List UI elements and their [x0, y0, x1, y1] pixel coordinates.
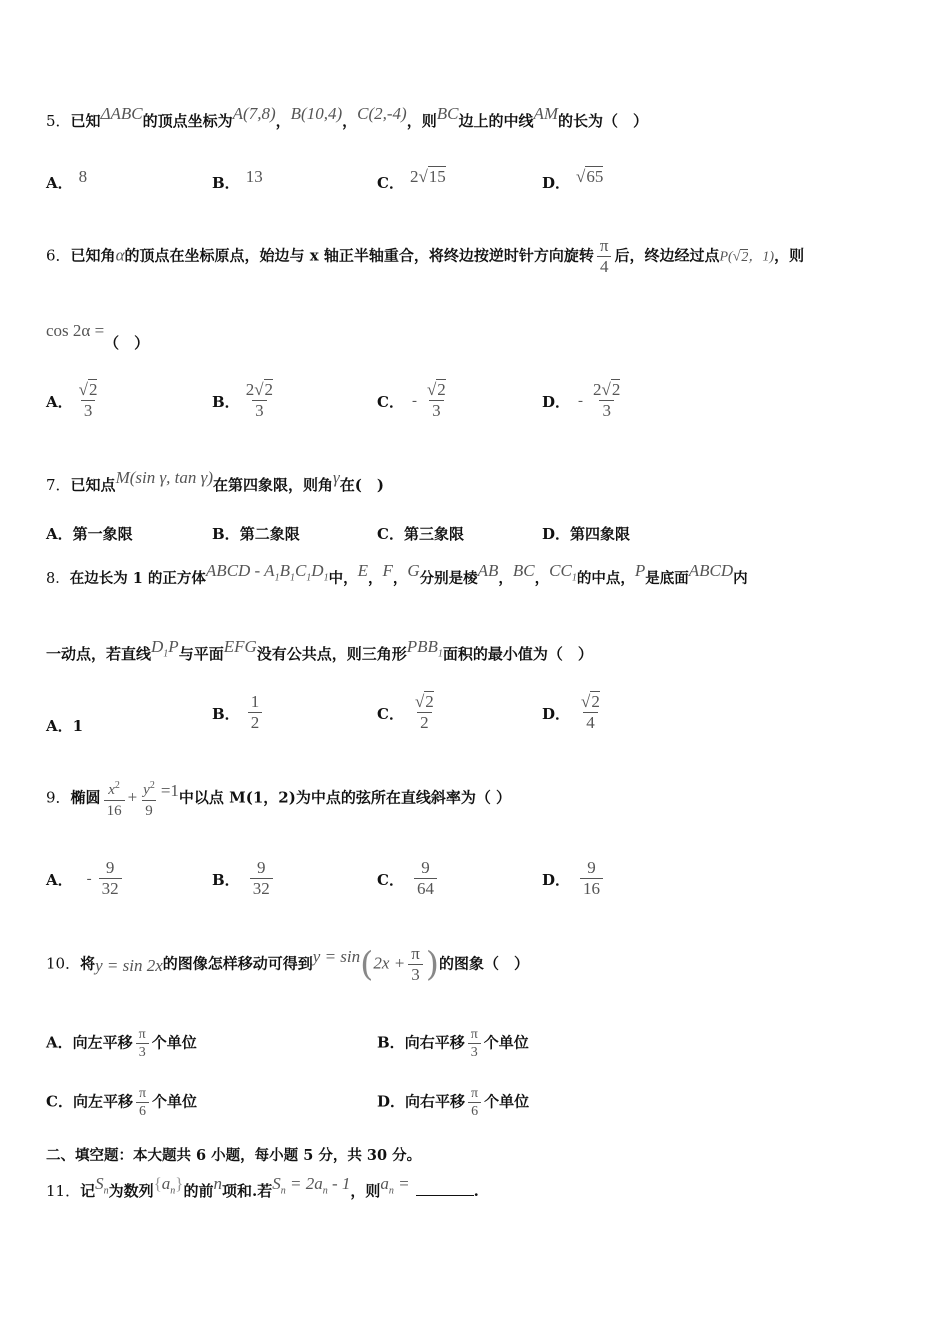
subscript: 1 — [571, 572, 577, 584]
option-value: 第一象限 — [72, 525, 133, 543]
subscript: n — [322, 1185, 328, 1197]
subscript: n — [280, 1185, 286, 1197]
math-point: P — [634, 561, 646, 580]
option-label: C． — [377, 392, 404, 411]
fraction-numerator: 1 — [250, 692, 260, 711]
fraction-denominator: 16 — [104, 800, 125, 821]
option-d[interactable]: D． - $\frac{2√2}{3}$ — [542, 380, 621, 420]
option-label: C． — [377, 174, 404, 192]
question-text: 为数列 — [108, 1182, 154, 1200]
math-vertex: D — [311, 561, 324, 580]
math-point-a: A(7,8) — [232, 104, 276, 123]
option-a[interactable]: A． $\frac{√2}{3}$ — [46, 380, 98, 420]
question-text: 在( ) — [339, 476, 384, 494]
option-label: A． — [46, 717, 73, 735]
question-text: 分别是棱 — [419, 570, 478, 587]
option-b[interactable] — [212, 523, 300, 544]
fraction-denominator: 3 — [252, 400, 267, 421]
punctuation: ， — [392, 570, 408, 587]
option-value: 13 — [245, 167, 263, 186]
option-d[interactable] — [542, 858, 606, 899]
math-cube — [205, 561, 329, 584]
subscript: n — [170, 1185, 176, 1197]
option-c[interactable] — [377, 523, 464, 544]
option-a[interactable] — [46, 715, 83, 736]
math-edge: AB — [477, 561, 499, 580]
math-triangle: PBB — [406, 637, 438, 656]
math-point-c: C(2,-4) — [357, 104, 407, 123]
radicand: 2 — [591, 692, 600, 711]
question-number: 9． — [46, 788, 71, 807]
radicand: 2 — [437, 380, 446, 399]
question-text: 中， — [328, 570, 358, 587]
option-text: 向左平移 — [72, 1092, 133, 1111]
math-expression: cos 2α = — [46, 321, 105, 340]
math-operator: = — [398, 1174, 410, 1193]
question-text: 的顶点在坐标原点，始边与 x 轴正半轴重合，将终边按逆时针方向旋转 — [124, 246, 594, 265]
fraction-numerator: π — [411, 944, 420, 963]
option-value: 8 — [78, 167, 88, 186]
fraction-denominator: 2 — [248, 712, 263, 733]
question-text: 的顶点坐标为 — [142, 112, 233, 130]
question-text: 已知 — [70, 112, 101, 130]
fraction-numerator: π — [138, 1027, 146, 1042]
negative-sign: - — [411, 392, 417, 409]
question-8 — [46, 561, 748, 590]
math-vertex: C — [294, 561, 307, 580]
fraction-numerator: 9 — [587, 858, 596, 877]
math-vertex: B — [279, 561, 290, 580]
subscript: 1 — [274, 572, 280, 584]
fraction-denominator: 32 — [250, 878, 273, 899]
math-expression: - 1 — [331, 1174, 351, 1193]
fraction-denominator: 2 — [417, 712, 432, 733]
option-value: 2 — [409, 167, 419, 186]
radicand: 2 — [611, 380, 621, 399]
fraction-numerator: π — [138, 1086, 147, 1101]
math-edge: BC — [512, 561, 535, 580]
question-text: 的前 — [183, 1182, 214, 1200]
option-b[interactable] — [377, 1026, 529, 1061]
question-number: 6． — [46, 246, 71, 265]
option-c[interactable]: C． $\frac{√2}{2}$ — [377, 692, 434, 732]
question-text: 将 — [80, 954, 96, 973]
option-a[interactable] — [46, 1026, 197, 1061]
question-text: ，则 — [406, 112, 437, 130]
question-text: 的长为（ ） — [558, 112, 649, 130]
math-gamma: γ — [333, 468, 340, 487]
question-text: 与平面 — [178, 645, 224, 663]
question-text: 的图象（ ） — [439, 954, 530, 973]
math-face: ABCD — [688, 561, 734, 580]
subscript: n — [103, 1185, 109, 1197]
option-label: B． — [212, 392, 240, 411]
option-c[interactable]: C． 2√15 — [377, 167, 446, 192]
fraction-denominator: 3 — [599, 400, 614, 421]
option-d[interactable] — [377, 1085, 529, 1120]
math-point: M(sin γ, tan γ) — [115, 468, 214, 487]
negative-sign: - — [578, 392, 584, 409]
question-text: 中以点 M(1，2)为中点的弦所在直线斜率为（ ） — [178, 788, 512, 807]
math-expression: = 2a — [289, 1174, 323, 1193]
math-point: G — [407, 561, 420, 580]
superscript: 2 — [149, 780, 155, 791]
option-a[interactable] — [46, 523, 133, 544]
option-label: C． — [377, 704, 404, 723]
right-paren: ) — [425, 944, 440, 985]
option-value: 第四象限 — [570, 525, 631, 543]
radicand: 2 — [425, 692, 434, 711]
fraction-denominator: 9 — [142, 800, 156, 821]
math-point-end: ，1) — [748, 249, 775, 265]
radicand: 2 — [88, 380, 98, 399]
math-point: P — [168, 637, 179, 656]
option-c[interactable] — [377, 858, 440, 899]
math-function: 2x + — [373, 953, 406, 973]
subscript: 1 — [323, 572, 329, 584]
subscript: 1 — [437, 648, 443, 660]
fraction-denominator: 3 — [408, 964, 423, 985]
question-text: 的中点， — [576, 570, 635, 587]
math-variable: S — [95, 1174, 104, 1193]
option-b[interactable] — [212, 167, 263, 193]
option-label: A． — [46, 392, 73, 411]
question-text: 面积的最小值为（ ） — [442, 645, 593, 663]
fraction-denominator: 3 — [429, 400, 444, 421]
fraction-denominator: 4 — [583, 712, 598, 733]
fraction-numerator: 9 — [256, 858, 266, 877]
option-value: 第三象限 — [403, 525, 464, 543]
subscript: n — [388, 1185, 394, 1197]
option-c[interactable]: C． - $\frac{√2}{3}$ — [377, 380, 446, 420]
superscript: 2 — [114, 780, 120, 791]
math-operator: + — [127, 787, 138, 807]
option-d[interactable]: D． √65 — [542, 167, 604, 192]
math-variable: x — [108, 782, 115, 798]
option-text: 向右平移 — [405, 1092, 466, 1111]
math-point-b: B(10,4) — [290, 104, 343, 123]
subscript: 1 — [163, 648, 169, 660]
math-point: F — [382, 561, 393, 580]
radicand: 2 — [741, 249, 749, 265]
math-segment: AM — [533, 104, 559, 123]
question-number: 10． — [46, 954, 81, 973]
math-function: y = sin — [312, 946, 361, 966]
coefficient: 2 — [593, 380, 602, 399]
option-b[interactable] — [212, 692, 265, 733]
fraction-denominator: 32 — [99, 878, 122, 899]
question-text: 的图像怎样移动可得到 — [162, 954, 313, 973]
question-text: 已知角 — [70, 246, 116, 265]
option-a[interactable] — [46, 167, 88, 193]
option-value: 第二象限 — [239, 525, 300, 543]
option-text: 个单位 — [483, 1033, 529, 1052]
question-text: 没有公共点，则三角形 — [256, 645, 407, 663]
negative-sign: - — [86, 870, 92, 887]
fraction-denominator: 64 — [414, 878, 437, 899]
answer-paren: （ ） — [104, 334, 150, 352]
math-triangle: ΔABC — [100, 104, 143, 123]
option-label: D． — [377, 1092, 406, 1111]
question-6-line2 — [46, 320, 150, 352]
question-9 — [46, 776, 511, 821]
fraction-denominator: 3 — [136, 1043, 149, 1061]
option-value: 1 — [72, 717, 84, 735]
question-text: 是底面 — [645, 570, 689, 587]
question-text: 项和.若 — [221, 1182, 273, 1200]
option-c[interactable] — [46, 1085, 197, 1120]
radicand: 65 — [586, 167, 604, 186]
fraction-denominator: 4 — [597, 256, 612, 277]
fraction-denominator: 16 — [580, 878, 603, 899]
option-a[interactable] — [46, 858, 125, 899]
option-label: D． — [542, 870, 571, 889]
option-d[interactable] — [542, 523, 630, 544]
math-function: y = sin 2x — [95, 955, 163, 975]
math-cube-base: ABCD - — [205, 561, 261, 580]
fraction-denominator: 6 — [468, 1102, 481, 1120]
coefficient: 2 — [245, 380, 255, 399]
option-label: A． — [46, 174, 73, 192]
option-label: B． — [212, 174, 240, 192]
option-b[interactable]: B． $\frac{2√2}{3}$ — [212, 380, 274, 420]
option-label: D． — [542, 704, 571, 723]
subscript: 1 — [306, 572, 312, 584]
question-7 — [46, 468, 384, 495]
question-5 — [46, 104, 649, 131]
answer-blank[interactable] — [416, 1195, 474, 1196]
question-number: 7． — [46, 476, 71, 494]
math-variable: a — [380, 1174, 389, 1193]
option-label: A． — [46, 525, 73, 543]
math-point: D — [151, 637, 164, 656]
fraction-denominator: 6 — [136, 1102, 149, 1120]
option-label: C． — [377, 870, 404, 889]
question-6: 6．已知角α的顶点在坐标原点，始边与 x 轴正半轴重合，将终边按逆时针方向旋转 $\frac{\pi}{4}$ 后，终边经过点P(√2，1)，则 — [46, 236, 805, 276]
question-number: 11． — [46, 1182, 81, 1200]
fraction-numerator: π — [599, 236, 609, 255]
option-label: D． — [542, 392, 571, 411]
math-segment: BC — [436, 104, 459, 123]
punctuation: ， — [367, 570, 383, 587]
section-title: 二、填空题：本大题共 6 小题，每小题 5 分，共 30 分。 — [46, 1147, 422, 1164]
math-vertex: A — [264, 561, 275, 580]
option-text: 个单位 — [151, 1033, 197, 1052]
option-label: D． — [542, 174, 571, 192]
subscript: 1 — [289, 572, 295, 584]
punctuation: ， — [534, 570, 550, 587]
math-alpha: α — [115, 245, 125, 265]
math-sequence: $\{a_n\}$ — [153, 1174, 184, 1197]
fraction-numerator: 9 — [105, 858, 115, 877]
math-variable: S — [272, 1174, 281, 1193]
math-edge: CC — [549, 561, 572, 580]
fraction-numerator: 9 — [421, 858, 430, 877]
option-text: 个单位 — [152, 1092, 198, 1111]
math-variable: y — [143, 782, 150, 798]
option-label: C． — [377, 525, 404, 543]
question-text: 在边长为 1 的正方体 — [69, 570, 206, 587]
option-text: 向左平移 — [72, 1033, 133, 1052]
option-d[interactable]: D． $\frac{√2}{4}$ — [542, 692, 600, 732]
option-label: A． — [46, 1033, 73, 1052]
math-operator: =1 — [160, 780, 179, 800]
option-label: B． — [212, 870, 240, 889]
math-plane: EFG — [223, 637, 257, 656]
option-label: B． — [377, 1033, 405, 1052]
fraction-denominator: 3 — [81, 400, 96, 421]
question-11 — [46, 1174, 479, 1203]
punctuation: ， — [498, 570, 513, 587]
question-text: 椭圆 — [70, 788, 101, 807]
option-b[interactable] — [212, 858, 276, 899]
question-text: 内 — [733, 570, 748, 587]
question-text: ，则 — [774, 246, 805, 265]
fraction-numerator: π — [470, 1027, 478, 1042]
math-point: P( — [719, 249, 733, 265]
question-text: ，则 — [350, 1182, 381, 1200]
question-8-line2 — [46, 637, 593, 666]
punctuation: . — [473, 1182, 479, 1200]
question-text: 边上的中线 — [458, 112, 534, 130]
question-text: 后，终边经过点 — [614, 246, 720, 265]
option-label: B． — [212, 525, 240, 543]
option-label: C． — [46, 1092, 73, 1111]
question-text: 记 — [80, 1182, 96, 1200]
option-label: B． — [212, 704, 240, 723]
math-variable: n — [213, 1174, 222, 1193]
question-number: 8． — [46, 571, 70, 587]
math-variable: a — [161, 1174, 171, 1193]
question-text: 在第四象限，则角 — [213, 476, 334, 494]
fraction-numerator: π — [471, 1086, 479, 1101]
question-text: 已知点 — [70, 476, 116, 494]
option-label: A． — [46, 870, 73, 889]
option-text: 向右平移 — [404, 1033, 465, 1052]
option-text: 个单位 — [484, 1092, 530, 1111]
question-number: 5． — [46, 112, 71, 130]
left-paren: ( — [360, 944, 374, 985]
math-point: E — [357, 561, 368, 580]
question-10 — [46, 944, 529, 985]
question-text: 一动点，若直线 — [46, 645, 152, 663]
radicand: 2 — [264, 380, 274, 399]
punctuation: ， — [342, 112, 358, 130]
option-label: D． — [542, 525, 571, 543]
punctuation: ， — [275, 112, 291, 130]
radicand: 15 — [428, 167, 446, 186]
fraction-denominator: 3 — [468, 1043, 481, 1061]
